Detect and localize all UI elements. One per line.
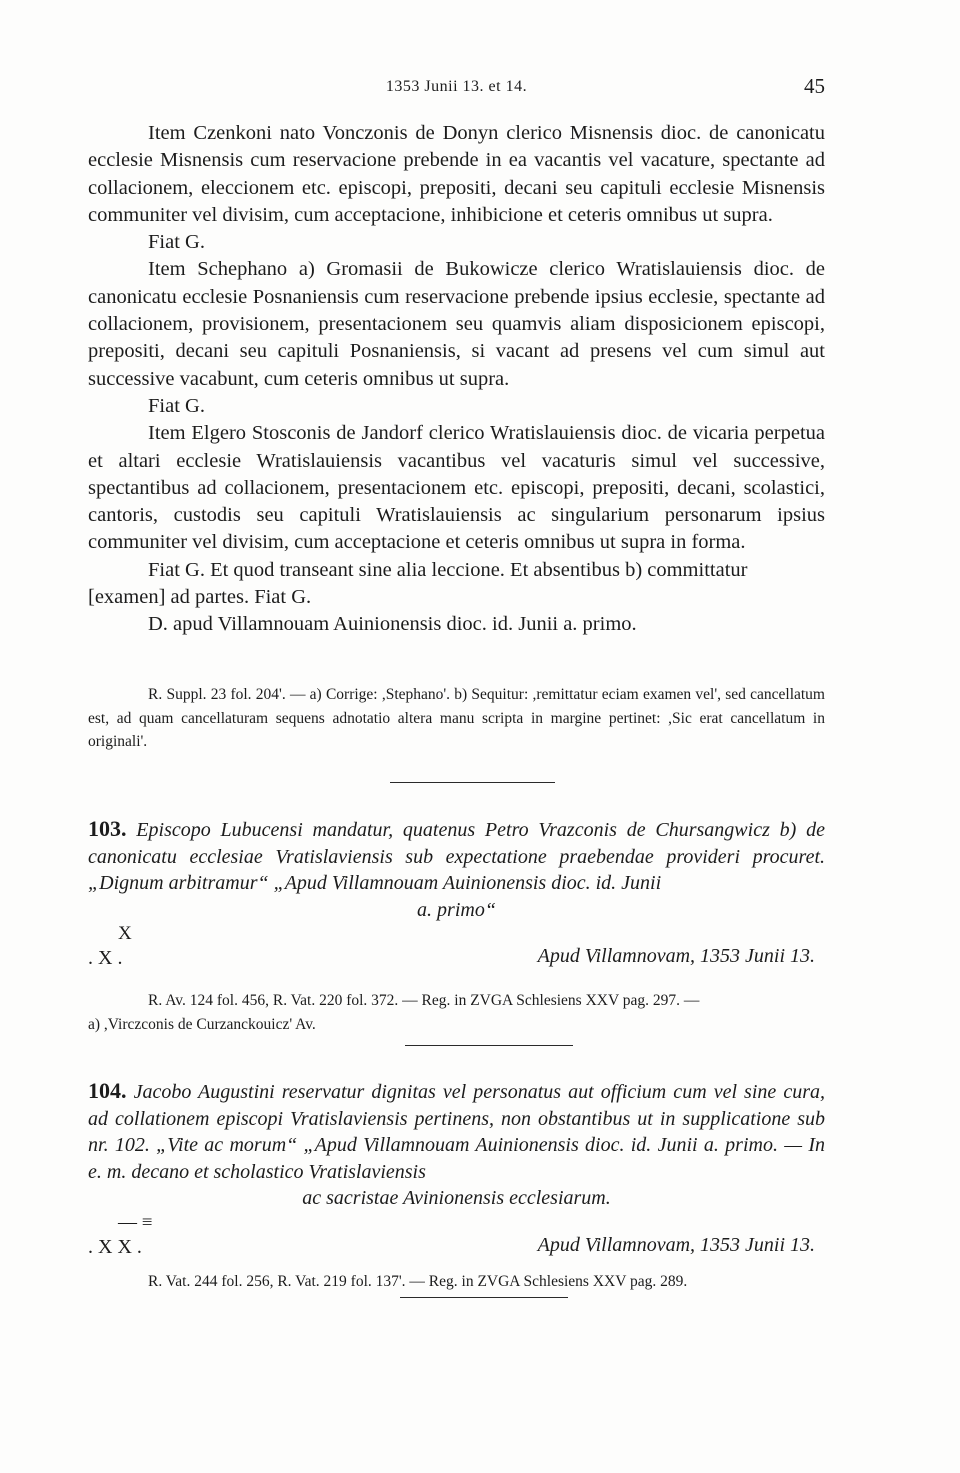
- document-103: [88, 816, 825, 1037]
- date-103: Apud Villamnovam, 1353 Junii 13.: [537, 945, 815, 967]
- section-divider-3: [400, 1297, 568, 1298]
- dated-line: D. apud Villamnouam Auinionensis dioc. id. Junii a. primo.: [148, 613, 637, 636]
- regest-text-104: Jacobo Augustini reservatur dignitas vel personatus aut officium cum vel sine cura, ad collationem episcopi Vratislaviensis pertinens, non obstantibus ut in supplicatione sub nr. 102. „Vite ac morum“ „Apud Villamnouam Auinionensis dioc. id. Junii a. primo. — In e. m. decano et scholastico Vratislaviensis: [88, 1081, 825, 1183]
- fiat-line-1: Fiat G.: [148, 231, 205, 254]
- dateline-103: [88, 945, 825, 975]
- regest-text-103: Episcopo Lubucensi mandatur, quatenus Petro Vrazconis de Chursangwicz b) de canonicatu ecclesiae Vratislaviensis sub expectatione praebendae provideri procuret. „Dignum arbitramur“ „Apud Villamnouam Auinionensis dioc. id. Junii: [88, 819, 825, 894]
- footnotes-top: [88, 683, 825, 754]
- running-head: 1353 Junii 13. et 14.: [385, 78, 528, 95]
- fiat-line-3: Fiat G. Et quod transeant sine alia leccione. Et absentibus b) committatur: [148, 558, 748, 581]
- regest-tail-103: a. primo“: [417, 898, 496, 921]
- section-divider-2: [405, 1045, 573, 1046]
- entry-continuation: [88, 120, 825, 639]
- doc-number-104: 104.: [88, 1078, 127, 1103]
- examen-line: [examen] ad partes. Fiat G.: [88, 586, 312, 609]
- regest-104: [88, 1078, 825, 1185]
- regest-103: [88, 816, 825, 897]
- signature-mark-top-104: — ≡: [118, 1211, 153, 1233]
- source-103: R. Av. 124 fol. 456, R. Vat. 220 fol. 372. — Reg. in ZVGA Schlesiens XXV pag. 297. —: [148, 992, 700, 1009]
- page-number: 45: [804, 74, 825, 98]
- signature-mark-top-103: X: [118, 923, 132, 944]
- dateline-104: [88, 1234, 825, 1264]
- regest-tail-104: ac sacristae Avinionensis ecclesiarum.: [302, 1187, 611, 1209]
- page-header: [88, 74, 825, 102]
- paragraph-schephano: Item Schephano a) Gromasii de Bukowicze clerico Wratislauiensis dioc. de canonicatu ecclesie Posnaniensis cum reservacione prebende ipsius ecclesie, spectante ad collacionem, provisionem, presentacionem seu quamvis aliam disposicionem episcopi, prepositi, decani seu capituli Posnaniensis, si vacant ad presens vel cum simul aut successive vacabunt, cum ceteris omnibus ut supra.: [88, 258, 825, 390]
- footnote-text: R. Suppl. 23 fol. 204'. — a) Corrige: ,Stephano'. b) Sequitur: ,remittatur eciam examen vel', sed cancellatum est, ad quam cancellaturam sequens adnotatio altera manu scripta in margine pertinet: ,Sic erat cancellatum in originali'.: [88, 686, 825, 750]
- signature-mark-104: . X X .: [88, 1235, 142, 1258]
- date-104: Apud Villamnovam, 1353 Junii 13.: [537, 1233, 815, 1256]
- doc-number-103: 103.: [88, 816, 127, 841]
- note-103: a) ,Virczconis de Curzanckouicz' Av.: [88, 1016, 316, 1033]
- signature-mark-103: . X .: [88, 947, 123, 969]
- paragraph-czenkoni: Item Czenkoni nato Vonczonis de Donyn clerico Misnensis dioc. de canonicatu ecclesie Misnensis cum reservacione prebende in ea vacantis vel vacature, spectante ad collacionem, eleccionem etc. episcopi, prepositi, decani seu capituli ecclesie Misnensis communiter vel divisim, cum acceptacione, inhibicione et ceteris omnibus ut supra.: [88, 122, 825, 226]
- document-104: [88, 1078, 825, 1294]
- source-104: R. Vat. 244 fol. 256, R. Vat. 219 fol. 137'. — Reg. in ZVGA Schlesiens XXV pag. 289.: [148, 1272, 688, 1290]
- section-divider-1: [390, 782, 555, 783]
- paragraph-elgero: Item Elgero Stosconis de Jandorf clerico Wratislauiensis dioc. de vicaria perpetua et altari ecclesie Wratislauiensis vacantibus vel vacaturis simul vel successive, spectantibus ad collacionem, presentacionem etc. episcopi, prepositi, decani, scolastici, cantoris, custodis seu capituli Wratislauiensis ac singularium personarum ipsius communiter vel divisim, cum acceptacione et ceteris omnibus ut supra in forma.: [88, 422, 825, 554]
- fiat-line-2: Fiat G.: [148, 394, 205, 417]
